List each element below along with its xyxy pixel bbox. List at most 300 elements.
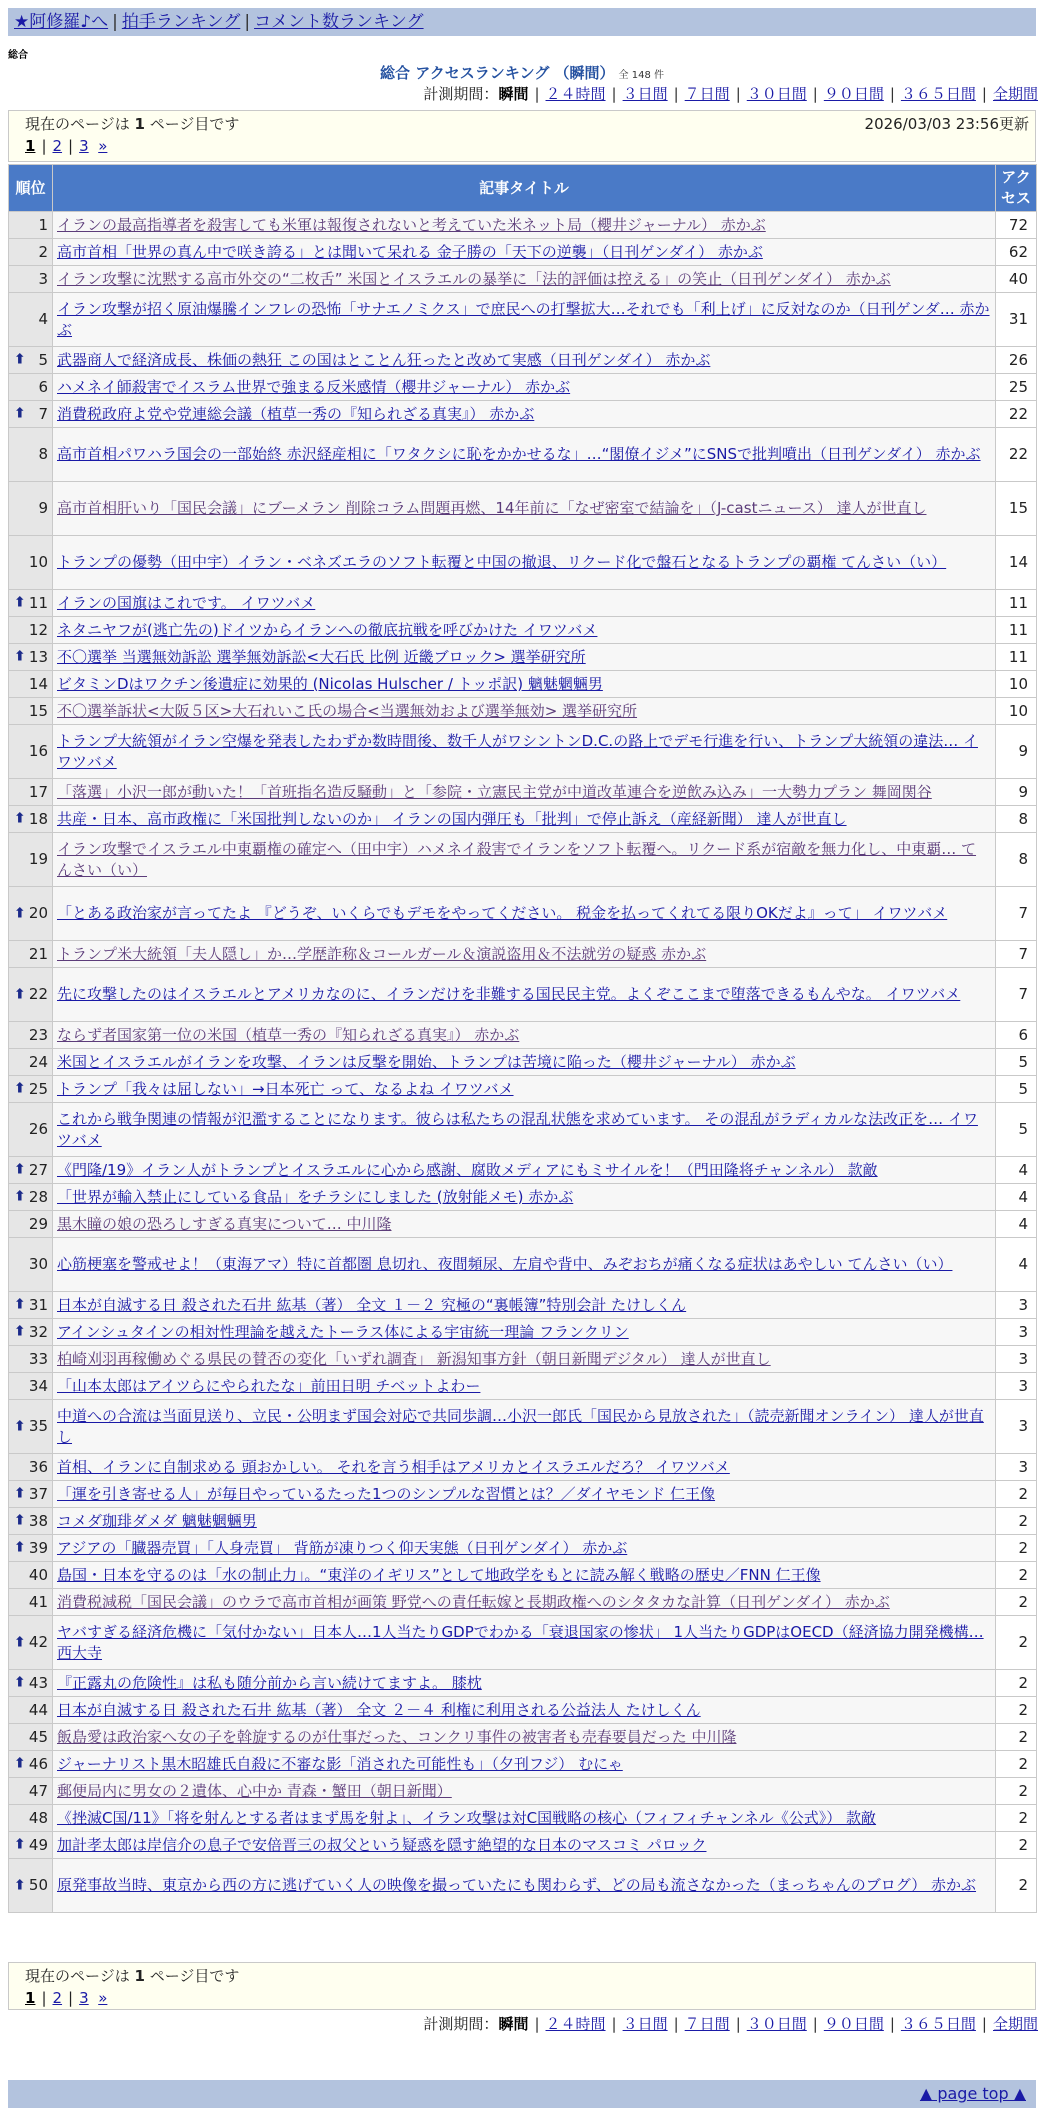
access-count: 11 (996, 644, 1037, 671)
rank-number: 12 (28, 620, 48, 639)
rank-cell (9, 1400, 53, 1454)
period-separator: | (889, 85, 895, 103)
rank-up-arrow-icon: ⬆ (14, 1539, 26, 1556)
article-link[interactable]: 『正露丸の危険性』は私も随分前から言い続けてますよ。 膝枕 (57, 1673, 482, 1692)
article-link[interactable]: 首相、イランに自制求める 頭おかしい。 それを言う相手はアメリカとイスラエルだろ？ イワツバメ (57, 1457, 730, 1476)
access-count: 4 (996, 1184, 1037, 1211)
access-count: 2 (996, 1805, 1037, 1832)
rank-number: 40 (28, 1565, 48, 1584)
access-count: 7 (996, 941, 1037, 968)
period-option[interactable]: ３６５日間 (900, 85, 976, 103)
rank-up-arrow-icon: ⬆ (14, 1634, 26, 1650)
rank-number: 46 (28, 1754, 48, 1773)
article-link[interactable]: ジャーナリスト黒木昭雄氏自殺に不審な影「消された可能性も」（夕刊フジ） むにゃ (57, 1754, 623, 1773)
table-row (9, 617, 1037, 644)
title-cell (53, 1373, 996, 1400)
period-option[interactable]: ９０日間 (823, 85, 884, 103)
period-option[interactable]: ３０日間 (746, 85, 807, 103)
article-link[interactable]: 「落選」小沢一郎が動いた！「首班指名造反騒動」と「参院・立憲民主党が中道改革連合を逆飲み込み」一大勢力プラン 舞岡関谷 (57, 782, 932, 801)
rank-cell (9, 725, 53, 779)
rank-cell (9, 401, 53, 428)
rank-number: 17 (28, 782, 48, 801)
access-count: 2 (996, 1859, 1037, 1913)
rank-cell (9, 1832, 53, 1859)
title-cell (53, 1400, 996, 1454)
access-count: 40 (996, 266, 1037, 293)
ranking-title: 総合 アクセスランキング （瞬間） (380, 64, 615, 82)
rank-cell (9, 1103, 53, 1157)
period-option[interactable]: 全期間 (992, 85, 1038, 103)
title-cell (53, 1589, 996, 1616)
rank-cell (9, 1076, 53, 1103)
page-status: 現在のページは 1 ページ目です (25, 1967, 240, 1985)
article-link[interactable]: トランプ米大統領「夫人隠し」か…学歴詐称＆コールガール＆演説盗用＆不法就労の疑惑 赤かぶ (57, 944, 707, 963)
rank-number: 48 (28, 1808, 48, 1827)
period-selector-top (423, 84, 1038, 104)
article-link[interactable]: ヤバすぎる経済危機に「気付かない」日本人…1人当たりGDPでわかる「衰退国家の惨状」 1人当たりGDPはOECD（経済協力開発機構… 西大寺 (57, 1622, 984, 1662)
table-row (9, 779, 1037, 806)
article-link[interactable]: イランの国旗はこれです。 イワツバメ (57, 593, 316, 612)
period-option[interactable]: 全期間 (992, 2015, 1038, 2033)
table-row (9, 239, 1037, 266)
title-cell (53, 347, 996, 374)
rank-up-arrow-icon: ⬆ (14, 648, 26, 665)
rank-cell (9, 212, 53, 239)
rank-cell (9, 590, 53, 617)
rank-cell (9, 1157, 53, 1184)
article-link[interactable]: 武器商人で経済成長、株価の熱狂 この国はとことん狂ったと改めて実感（日刊ゲンダイ） 赤かぶ (57, 350, 711, 369)
article-link[interactable]: ハメネイ師殺害でイスラム世界で強まる反米感情（櫻井ジャーナル） 赤かぶ (57, 377, 571, 396)
title-cell (53, 482, 996, 536)
rank-number: 19 (28, 850, 48, 868)
table-row (9, 212, 1037, 239)
rank-number: 4 (38, 310, 48, 328)
title-cell (53, 887, 996, 941)
access-count: 7 (996, 887, 1037, 941)
article-link[interactable]: 「運を引き寄せる人」が毎日やっているたった1つのシンプルな習慣とは？／ダイヤモンド 仁王像 (57, 1484, 716, 1503)
title-cell (53, 1238, 996, 1292)
title-cell (53, 401, 996, 428)
period-separator: | (812, 2015, 818, 2033)
period-option[interactable]: ３日間 (622, 2015, 668, 2033)
rank-cell (9, 1373, 53, 1400)
article-link[interactable]: 共産・日本、高市政権に「米国批判しないのか」 イランの国内弾圧も「批判」で停止訴え（産経新聞） 達人が世直し (57, 809, 847, 828)
rank-number: 11 (28, 593, 48, 612)
rank-number: 30 (28, 1255, 48, 1273)
title-cell (53, 1670, 996, 1697)
article-link[interactable]: アジアの「臓器売買」「人身売買」 背筋が凍りつく仰天実態（日刊ゲンダイ） 赤かぶ (57, 1538, 628, 1557)
rank-number: 35 (28, 1417, 48, 1435)
article-link[interactable]: ビタミンDはワクチン後遺症に効果的 (Nicolas Hulscher / トッポ訳) 魑魅魍魎男 (57, 674, 603, 693)
article-link[interactable]: 黒木瞳の娘の恐ろしすぎる真実について… 中川隆 (57, 1214, 392, 1233)
article-link[interactable]: 日本が自滅する日 殺された石井 紘基（著） 全文 ２－４ 利権に利用される公益法人 たけしくん (57, 1700, 701, 1719)
table-row (9, 1184, 1037, 1211)
access-count: 11 (996, 590, 1037, 617)
title-cell (53, 1157, 996, 1184)
rank-up-arrow-icon: ⬆ (14, 1512, 26, 1529)
article-link[interactable]: 「山本太郎はアイツらにやられたな」前田日明 チベットよわー (57, 1376, 481, 1395)
article-link[interactable]: アインシュタインの相対性理論を越えたトーラス体による宇宙統一理論 フランクリン (57, 1322, 629, 1341)
rank-number: 26 (28, 1120, 48, 1138)
table-row (9, 1670, 1037, 1697)
rank-up-arrow-icon: ⬆ (14, 1877, 26, 1893)
table-row (9, 1535, 1037, 1562)
table-row (9, 1211, 1037, 1238)
article-link[interactable]: 「とある政治家が言ってたよ 『どうぞ、いくらでもデモをやってください。 税金を払ってくれてる限りOKだよ』って」 イワツバメ (57, 904, 948, 922)
period-option[interactable]: ３０日間 (746, 2015, 807, 2033)
rank-cell (9, 887, 53, 941)
period-option[interactable]: ３６５日間 (900, 2015, 976, 2033)
access-count: 2 (996, 1481, 1037, 1508)
article-link[interactable]: 郵便局内に男女の２遺体、心中か 青森・蟹田（朝日新聞） (57, 1781, 452, 1800)
title-cell (53, 1184, 996, 1211)
rank-up-arrow-icon: ⬆ (14, 1836, 26, 1853)
pager-page-2[interactable]: 2 (52, 1989, 63, 2007)
article-link[interactable]: イラン攻撃でイスラエル中東覇権の確定へ（田中宇）ハメネイ殺害でイランをソフト転覆へ。リクード系が宿敵を無力化し、中東覇… てんさい（い） (57, 839, 977, 879)
table-row (9, 401, 1037, 428)
title-cell (53, 428, 996, 482)
table-row (9, 1724, 1037, 1751)
pager-current: 1 (25, 1989, 36, 2007)
article-link[interactable]: 不〇選挙 当選無効訴訟 選挙無効訴訟<大石氏 比例 近畿ブロック> 選挙研究所 (57, 647, 586, 666)
rank-number: 2 (38, 242, 48, 261)
access-count: 2 (996, 1778, 1037, 1805)
article-link[interactable]: イランの最高指導者を殺害しても米軍は報復されないと考えていた米ネット局（櫻井ジャーナル） 赤かぶ (57, 215, 766, 234)
pager-bottom: 1 | 2 | 3 » (25, 1989, 108, 2007)
access-count: 9 (996, 725, 1037, 779)
article-link[interactable]: 加計孝太郎は岸信介の息子で安倍晋三の叔父という疑惑を隠す絶望的な日本のマスコミ パロック (57, 1835, 707, 1854)
title-cell (53, 1724, 996, 1751)
table-row (9, 536, 1037, 590)
access-count: 26 (996, 347, 1037, 374)
rank-cell (9, 1589, 53, 1616)
table-row (9, 1157, 1037, 1184)
title-cell (53, 590, 996, 617)
table-row (9, 887, 1037, 941)
rank-number: 16 (28, 742, 48, 760)
rank-cell (9, 1805, 53, 1832)
period-option[interactable]: ２４時間 (545, 85, 606, 103)
article-link[interactable]: イラン攻撃に沈黙する高市外交の“二枚舌” 米国とイスラエルの暴挙に「法的評価は控える」の笑止（日刊ゲンダイ） 赤かぶ (57, 269, 891, 288)
clap-ranking-link[interactable]: 拍手ランキング (121, 12, 241, 32)
page-title (0, 62, 1044, 83)
rank-cell (9, 1211, 53, 1238)
rank-cell (9, 1751, 53, 1778)
title-cell (53, 1805, 996, 1832)
pager-page-3[interactable]: 3 (79, 1989, 89, 2007)
access-count: 3 (996, 1319, 1037, 1346)
rank-cell (9, 833, 53, 887)
rank-number: 7 (38, 404, 48, 423)
article-link[interactable]: トランプ「我々は屈しない」→日本死亡 って、なるよね イワツバメ (57, 1079, 514, 1098)
page-status: 現在のページは 1 ページ目です (25, 115, 240, 133)
table-row (9, 1778, 1037, 1805)
rank-up-arrow-icon: ⬆ (14, 594, 26, 611)
rank-number: 24 (28, 1052, 48, 1071)
article-link[interactable]: 先に攻撃したのはイスラエルとアメリカなのに、イランだけを非難する国民民主党。よくぞここまで堕落できるもんやな。 イワツバメ (57, 985, 961, 1003)
rank-cell (9, 347, 53, 374)
title-cell (53, 1508, 996, 1535)
access-count: 3 (996, 1346, 1037, 1373)
rank-cell (9, 1616, 53, 1670)
period-option[interactable]: ９０日間 (823, 2015, 884, 2033)
rank-cell (9, 293, 53, 347)
rank-number: 43 (28, 1673, 48, 1692)
rank-cell (9, 428, 53, 482)
pager-next[interactable]: » (98, 1989, 108, 2007)
rank-cell (9, 1508, 53, 1535)
article-link[interactable]: 島国・日本を守るのは「水の制止力」。“東洋のイギリス”として地政学をもとに読み解く戦略の歴史／FNN 仁王像 (57, 1565, 821, 1584)
rank-number: 28 (28, 1187, 48, 1206)
access-count: 3 (996, 1373, 1037, 1400)
article-link[interactable]: 《門隆/19》イラン人がトランプとイスラエルに心から感謝、腐敗メディアにもミサイルを！（門田隆将チャンネル） 款敵 (57, 1160, 878, 1179)
rank-cell (9, 1346, 53, 1373)
rank-number: 15 (28, 701, 48, 720)
rank-up-arrow-icon: ⬆ (14, 1485, 26, 1502)
top-nav-bar (8, 8, 1036, 36)
table-row (9, 698, 1037, 725)
nav-separator: | (112, 12, 118, 32)
rank-cell (9, 968, 53, 1022)
rank-number: 45 (28, 1727, 48, 1746)
access-count: 5 (996, 1103, 1037, 1157)
period-selector-bottom (423, 2014, 1038, 2034)
article-link[interactable]: ならず者国家第一位の米国（植草一秀の『知られざる真実』） 赤かぶ (57, 1025, 520, 1044)
rank-number: 31 (28, 1295, 48, 1314)
rank-cell (9, 671, 53, 698)
rank-number: 9 (38, 499, 48, 517)
period-separator: | (981, 85, 987, 103)
rank-number: 3 (38, 269, 48, 288)
rank-cell (9, 374, 53, 401)
access-count: 31 (996, 293, 1037, 347)
rank-cell (9, 698, 53, 725)
rank-cell (9, 1481, 53, 1508)
article-link[interactable]: 飯島愛は政治家へ女の子を斡旋するのが仕事だった、コンクリ事件の被害者も売春要員だった 中川隆 (57, 1727, 737, 1746)
article-link[interactable]: 原発事故当時、東京から西の方に逃げていく人の映像を撮っていたにも関わらず、どの局も流さなかった（まっちゃんのブログ） 赤かぶ (57, 1876, 977, 1894)
access-count: 25 (996, 374, 1037, 401)
rank-number: 38 (28, 1511, 48, 1530)
access-count: 5 (996, 1076, 1037, 1103)
table-row (9, 1751, 1037, 1778)
access-count: 3 (996, 1454, 1037, 1481)
title-cell (53, 1697, 996, 1724)
access-count: 10 (996, 698, 1037, 725)
title-cell (53, 617, 996, 644)
table-row (9, 1022, 1037, 1049)
article-link[interactable]: 「世界が輸入禁止にしている食品」をチラシにしました (放射能メモ) 赤かぶ (57, 1187, 574, 1206)
access-count: 3 (996, 1400, 1037, 1454)
rank-number: 14 (28, 674, 48, 693)
access-count: 8 (996, 833, 1037, 887)
article-link[interactable]: 心筋梗塞を警戒せよ！（東海アマ）特に首都圏 息切れ、夜間頻尿、左肩や背中、みぞおちが痛くなる症状はあやしい てんさい（い） (57, 1255, 953, 1273)
rank-cell (9, 536, 53, 590)
table-row (9, 725, 1037, 779)
period-label: 計測期間： (423, 2015, 499, 2033)
rank-cell (9, 482, 53, 536)
table-row (9, 1049, 1037, 1076)
rank-up-arrow-icon: ⬆ (14, 1418, 26, 1434)
access-count: 11 (996, 617, 1037, 644)
rank-cell (9, 1778, 53, 1805)
rank-cell (9, 1697, 53, 1724)
table-row (9, 1805, 1037, 1832)
rank-number: 29 (28, 1214, 48, 1233)
access-count: 2 (996, 1697, 1037, 1724)
rank-cell (9, 806, 53, 833)
table-row (9, 833, 1037, 887)
title-cell (53, 1292, 996, 1319)
rank-cell (9, 1535, 53, 1562)
access-count: 10 (996, 671, 1037, 698)
table-row (9, 1616, 1037, 1670)
rank-number: 39 (28, 1538, 48, 1557)
article-link[interactable]: これから戦争関連の情報が氾濫することになります。彼らは私たちの混乱状態を求めています。 その混乱がラディカルな法改正を… イワツバメ (57, 1109, 978, 1149)
rank-number: 33 (28, 1349, 48, 1368)
access-count: 4 (996, 1238, 1037, 1292)
access-count: 22 (996, 401, 1037, 428)
access-count: 22 (996, 428, 1037, 482)
rank-number: 20 (28, 904, 48, 922)
table-row (9, 1346, 1037, 1373)
pager-page-2[interactable]: 2 (52, 137, 63, 155)
article-link[interactable]: 高市首相「世界の真ん中で咲き誇る」とは聞いて呆れる 金子勝の「天下の逆襲」（日刊ゲンダイ） 赤かぶ (57, 242, 763, 261)
access-count: 9 (996, 779, 1037, 806)
article-link[interactable]: 消費税政府よ党や党連総会議（植草一秀の『知られざる真実』） 赤かぶ (57, 404, 535, 423)
article-link[interactable]: 中道への合流は当面見送り、立民・公明まず国会対応で共同歩調…小沢一郎氏「国民から見放された」（読売新聞オンライン） 達人が世直し (57, 1406, 984, 1446)
article-link[interactable]: ネタニヤフが(逃亡先の)ドイツからイランへの徹底抗戦を呼びかけた イワツバメ (57, 620, 598, 639)
title-cell (53, 1022, 996, 1049)
access-count: 4 (996, 1211, 1037, 1238)
table-row (9, 590, 1037, 617)
article-link[interactable]: 不〇選挙訴状<大阪５区>大石れいこ氏の場合<当選無効および選挙無効> 選挙研究所 (57, 701, 638, 720)
title-cell (53, 1859, 996, 1913)
comment-ranking-link[interactable]: コメント数ランキング (254, 12, 424, 32)
table-row (9, 428, 1037, 482)
header-title: 記事タイトル (53, 165, 996, 212)
title-cell (53, 1103, 996, 1157)
rank-up-arrow-icon: ⬆ (14, 1188, 26, 1205)
table-row (9, 1832, 1037, 1859)
title-cell (53, 1832, 996, 1859)
article-link[interactable]: イラン攻撃が招く原油爆騰インフレの恐怖「サナエノミクス」で庶民への打撃拡大…それでも「利上げ」に反対なのか（日刊ゲンダ… 赤かぶ (57, 299, 990, 339)
table-row (9, 1697, 1037, 1724)
rank-number: 1 (38, 215, 48, 234)
access-count: 2 (996, 1670, 1037, 1697)
rank-cell (9, 1859, 53, 1913)
rank-cell (9, 617, 53, 644)
title-cell (53, 833, 996, 887)
article-link[interactable]: 柏崎刈羽再稼働めぐる県民の賛否の変化「いずれ調査」 新潟知事方針（朝日新聞デジタル） 達人が世直し (57, 1349, 771, 1368)
rank-number: 22 (28, 985, 48, 1003)
header-access: アクセス (996, 165, 1037, 212)
title-cell (53, 212, 996, 239)
pager-next[interactable]: » (98, 137, 108, 155)
access-count: 4 (996, 1157, 1037, 1184)
table-row (9, 1589, 1037, 1616)
period-option[interactable]: ２４時間 (545, 2015, 606, 2033)
access-count: 3 (996, 1292, 1037, 1319)
period-option[interactable]: ７日間 (684, 2015, 730, 2033)
period-separator: | (981, 2015, 987, 2033)
rank-up-arrow-icon: ⬆ (14, 1323, 26, 1340)
access-count: 72 (996, 212, 1037, 239)
title-cell (53, 968, 996, 1022)
table-row (9, 293, 1037, 347)
title-cell (53, 1751, 996, 1778)
table-row (9, 968, 1037, 1022)
rank-up-arrow-icon: ⬆ (14, 1674, 26, 1691)
pager-top: 1 | 2 | 3 » (25, 137, 108, 155)
article-link[interactable]: 《挫滅C国/11》「将を射んとする者はまず馬を射よ」、イラン攻撃は対C国戦略の核心（フィフィチャンネル《公式》） 款敵 (57, 1808, 877, 1827)
rank-number: 32 (28, 1322, 48, 1341)
article-link[interactable]: トランプの優勢（田中宇）イラン・ベネズエラのソフト転覆と中国の撤退、リクード化で盤石となるトランプの覇権 てんさい（い） (57, 553, 947, 571)
period-current: 瞬間 (498, 2015, 529, 2033)
rank-number: 6 (38, 377, 48, 396)
title-cell (53, 671, 996, 698)
rank-number: 41 (28, 1592, 48, 1611)
period-option[interactable]: ３日間 (622, 85, 668, 103)
access-count: 14 (996, 536, 1037, 590)
title-cell (53, 725, 996, 779)
period-separator: | (735, 85, 741, 103)
article-link[interactable]: 高市首相パワハラ国会の一部始終 赤沢経産相に「ワタクシに恥をかかせるな」…“閣僚イジメ”にSNSで批判噴出（日刊ゲンダイ） 赤かぶ (57, 445, 981, 463)
rank-number: 44 (28, 1700, 48, 1719)
table-row (9, 1076, 1037, 1103)
table-row (9, 1481, 1037, 1508)
period-separator: | (735, 2015, 741, 2033)
rank-up-arrow-icon: ⬆ (14, 405, 26, 422)
page-top-link[interactable]: ▲ page top ▲ (919, 2084, 1026, 2103)
article-link[interactable]: 高市首相肝いり「国民会議」にブーメラン 削除コラム問題再燃、14年前に「なぜ密室で結論を」（J-castニュース） 達人が世直し (57, 499, 927, 517)
paging-box-top (8, 110, 1036, 162)
rank-up-arrow-icon: ⬆ (14, 810, 26, 827)
title-cell (53, 1454, 996, 1481)
access-count: 2 (996, 1508, 1037, 1535)
rank-number: 23 (28, 1025, 48, 1044)
title-cell (53, 536, 996, 590)
period-separator: | (812, 85, 818, 103)
rank-cell (9, 1022, 53, 1049)
period-option[interactable]: ７日間 (684, 85, 730, 103)
back-link[interactable]: ★阿修羅♪へ (14, 12, 109, 32)
table-row (9, 374, 1037, 401)
title-cell (53, 266, 996, 293)
rank-number: 13 (28, 647, 48, 666)
access-count: 2 (996, 1562, 1037, 1589)
rank-cell (9, 1238, 53, 1292)
table-row (9, 1292, 1037, 1319)
access-count: 6 (996, 1022, 1037, 1049)
table-row (9, 671, 1037, 698)
access-count: 15 (996, 482, 1037, 536)
category-label: 総合 (8, 50, 28, 61)
table-row (9, 806, 1037, 833)
article-link[interactable]: 日本が自滅する日 殺された石井 紘基（著） 全文 １－２ 究極の“裏帳簿”特別会計 たけしくん (57, 1295, 687, 1314)
rank-cell (9, 1049, 53, 1076)
article-link[interactable]: コメダ珈琲ダメダ 魑魅魍魎男 (57, 1511, 257, 1530)
article-link[interactable]: 消費税減税「国民会議」のウラで高市首相が画策 野党への責任転嫁と長期政権へのシタタカな計算（日刊ゲンダイ） 赤かぶ (57, 1592, 890, 1611)
rank-up-arrow-icon: ⬆ (14, 905, 26, 921)
rank-cell (9, 941, 53, 968)
article-link[interactable]: 米国とイスラエルがイランを攻撃、イランは反撃を開始、トランプは苦境に陥った（櫻井ジャーナル） 赤かぶ (57, 1052, 796, 1071)
pager-page-3[interactable]: 3 (79, 137, 89, 155)
article-link[interactable]: トランプ大統領がイラン空爆を発表したわずか数時間後、数千人がワシントンD.C.の路上でデモ行進を行い、トランプ大統領の違法… イワツバメ (57, 731, 978, 771)
title-cell (53, 1778, 996, 1805)
period-separator: | (673, 85, 679, 103)
rank-up-arrow-icon: ⬆ (14, 1755, 26, 1772)
rank-number: 49 (28, 1835, 48, 1854)
